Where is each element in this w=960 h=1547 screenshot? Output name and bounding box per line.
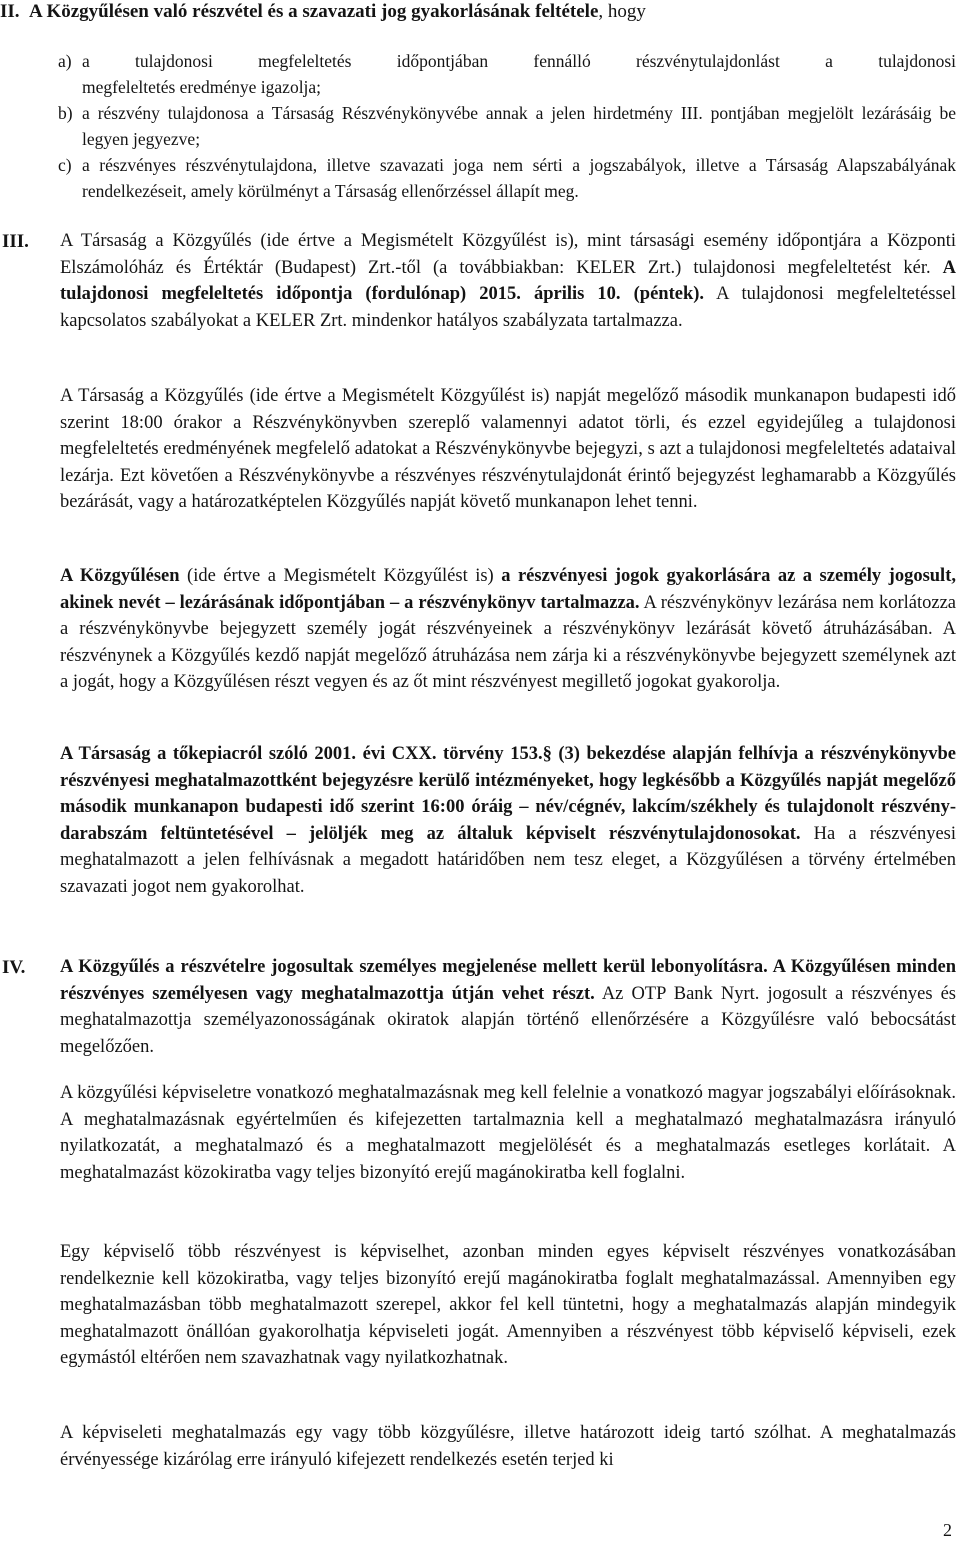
paragraph-text: A Társaság a Közgyűlés (ide értve a Megismételt Közgyűlést is), mint társasági esemény időpontjára a Központi Elszámolóház és Értéktár (Budapest) Zrt.-től (a továbbiakban: KELER Zrt.) tulajdonosi megfeleltetést kér. — [60, 231, 956, 278]
section-iii-paragraph-4 — [60, 741, 956, 900]
list-item-text: a részvényes részvénytulajdona, illetve szavazati joga nem sérti a jogszabályok, illetve a Társaság Alapszabályának rendelkezéseit, amely körülményt a Társaság ellenőrzéssel állapít meg. — [82, 155, 956, 201]
paragraph-text: A részvénykönyv lezárása nem korlátozza a részvénykönyvbe bejegyzett személy jogát részvényeinek a részvénykönyv lezárását követő átruházásában. A részvénynek a Közgyűlés kezdő napját megelőző átruházása nem zárja ki a részvénykönyvbe bejegyzett személynek azt a jogát, hogy a Közgyűlésen részt vegyen és az őt mint részvényest megillető jogokat gyakorolja. — [60, 592, 956, 692]
section-iii-paragraph-2: A Társaság a Közgyűlés (ide értve a Megismételt Közgyűlést is) napját megelőző második munkanapon budapesti idő szerint 18:00 órakor a Részvénykönyvben szereplő valamennyi adatot törli, és ezzel egyidejűleg a tulajdonosi megfeleltetés eredményének megfelelő adatokat a Részvénykönyvbe bejegyzi, s azt a tulajdonosi megfeleltetés adataival lezárja. Ezt követően a Részvénykönyvbe a részvényes részvénytulajdonát érintő bejegyzést leghamarabb a Közgyűlés bezárását, vagy a határozatképtelen Közgyűlés napját követő munkanapon lehet tenni. — [60, 386, 956, 512]
section-iv-paragraph-1 — [60, 954, 956, 1060]
paragraph-bold-text: A Társaság a tőkepiacról szóló 2001. évi CXX. törvény 153.§ (3) bekezdése alapján felhívja a részvénykönyvbe részvényesi meghatalmazottként bejegyzésre kerülő intézményeket, hogy legkésőbb a Közgyűlés napját megelőző második munkanapon budapesti idő szerint 16:00 óráig – név/cégnév, lakcím/székhely és tulajdonolt részvény-darabszám feltüntetésével – jelöljék meg az általuk képviselt részvénytulajdonosokat. — [60, 744, 956, 844]
section-ii-heading — [0, 0, 960, 24]
section-iv-paragraph-4: A képviseleti meghatalmazás egy vagy több közgyűlésre, illetve határozott ideig tartó szólhat. A meghatalmazás érvényessége kizárólag erre irányuló kifejezett rendelkezés esetén terjed ki — [60, 1423, 956, 1470]
section-iii-paragraph-1 — [60, 228, 956, 334]
conditions-list — [58, 48, 956, 204]
paragraph-bold-text: A Közgyűlésen — [60, 566, 180, 586]
list-item-label — [58, 74, 82, 100]
section-iii-number: III. — [2, 231, 29, 252]
list-item — [58, 74, 956, 100]
list-item — [58, 152, 956, 204]
list-item-text: a részvény tulajdonosa a Társaság Részvénykönyvébe annak a jelen hirdetmény III. pontjában megjelölt lezárásáig be legyen jegyezve; — [82, 103, 956, 149]
section-ii-title-rest: , hogy — [598, 1, 646, 22]
section-iv-paragraph-2: A közgyűlési képviseletre vonatkozó meghatalmazásnak meg kell felelnie a vonatkozó magyar jogszabályi előírásoknak. A meghatalmazásnak egyértelműen és kifejezetten tartalmaznia kell a meghatalmazó meghatalmazásra irányuló nyilatkozatát, a meghatalmazó és a meghatalmazott megjelölését és a meghatalmazás esetleges korlátait. A meghatalmazást közokiratba vagy teljes bizonyító erejű magánokiratba kell foglalni. — [60, 1083, 956, 1183]
section-ii-number: II. — [0, 1, 20, 22]
list-item-text: megfeleltetés eredménye igazolja; — [82, 77, 322, 97]
section-ii-title: A Közgyűlésen való részvétel és a szavazati jog gyakorlásának feltétele — [29, 1, 599, 22]
list-item-label: a) — [58, 51, 72, 71]
list-item-text: a tulajdonosi megfeleltetés időpontjában fennálló részvénytulajdonlást a tulajdonosi — [82, 51, 956, 71]
paragraph-bold-text: a részvényesi jogok gyakorlására az a személy jogosult, akinek nevét – lezárásának időpontjában – a részvénykönyv tartalmazza. — [60, 566, 956, 613]
paragraph-text: Ha a részvényesi meghatalmazott a jelen felhívásnak a megadott határidőben nem tesz eleget, a Közgyűlésen a törvény értelmében szavazati jogot nem gyakorolhat. — [60, 823, 956, 897]
fordulonap-text: A tulajdonosi megfeleltetés időpontja (fordulónap) 2015. április 10. (péntek). — [60, 257, 956, 304]
list-item-label: c) — [58, 155, 72, 175]
paragraph-text: (ide értve a Megismételt Közgyűlést is) — [179, 566, 502, 586]
paragraph-text: Az OTP Bank Nyrt. jogosult a részvényes és meghatalmazottja személyazonosságának okiratok alapján történő ellenőrzésére a Közgyűlésre való bebocsátást megelőzően. — [60, 983, 956, 1057]
section-iv-number: IV. — [2, 957, 26, 978]
section-iv-paragraph-3: Egy képviselő több részvényest is képviselhet, azonban minden egyes képviselt részvényes vonatkozásában rendelkeznie kell közokiratba, vagy teljes bizonyító erejű magánokiratba foglalt meghatalmazással. Amennyiben egy meghatalmazásban több meghatalmazott szerepel, akkor fel kell tüntetni, hogy a meghatalmazás alapján mindegyik meghatalmazott önállóan gyakorolhatja képviseleti jogát. Amennyiben a részvényest több képviselő képviseli, ezek egymástól eltérően nem szavazhatnak vagy nyilatkozhatnak. — [60, 1242, 956, 1368]
page-number: 2 — [943, 1520, 952, 1540]
paragraph-bold-text: A Közgyűlés a részvételre jogosultak személyes megjelenése mellett kerül lebonyolításra. A Közgyűlésen minden részvényes személyesen vagy meghatalmazottja útján vehet részt. — [60, 957, 956, 1004]
list-item — [58, 48, 956, 74]
list-item-label: b) — [58, 103, 73, 123]
list-item — [58, 100, 956, 152]
paragraph-text: A tulajdonosi megfeleltetéssel kapcsolatos szabályokat a KELER Zrt. mindenkor hatályos szabályzata tartalmazza. — [60, 284, 956, 331]
section-iii-paragraph-3 — [60, 563, 956, 696]
